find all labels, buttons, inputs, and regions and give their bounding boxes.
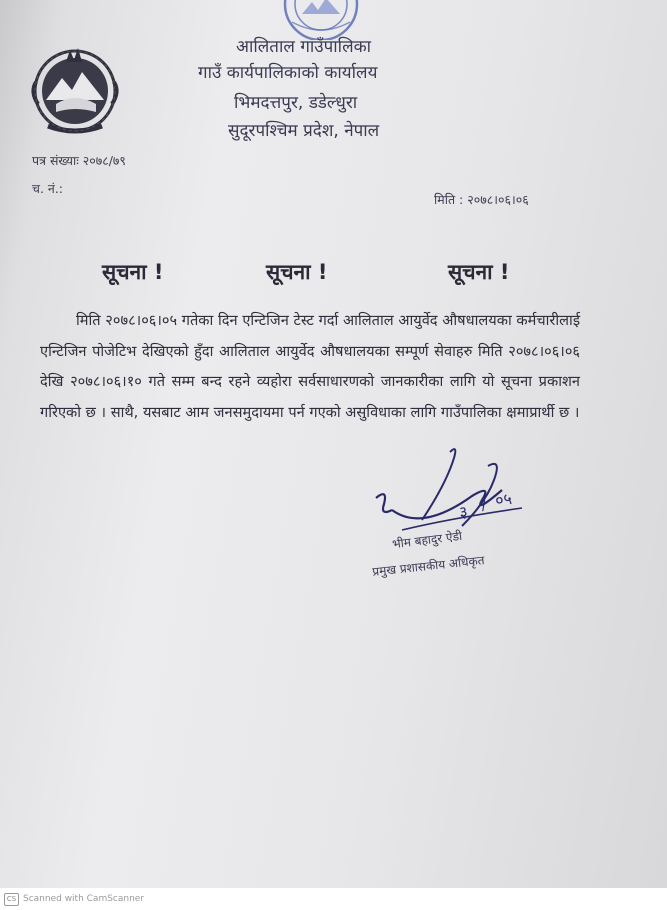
svg-text:/: /: [480, 497, 488, 514]
scanner-watermark-bar: [0, 888, 667, 910]
dispatch-number: च. नं.:: [32, 181, 64, 196]
notice-heading-3: सूचना !: [448, 260, 510, 284]
svg-text:०५: ०५: [493, 488, 514, 510]
svg-text:३: ३: [457, 501, 469, 522]
scanner-watermark-text: Scanned with CamScanner: [23, 894, 145, 904]
camscanner-icon: CS: [4, 893, 19, 906]
office-address: भिमदत्तपुर, डडेल्धुरा: [234, 93, 358, 113]
letter-number: पत्र संख्याः २०७८/७९: [32, 153, 126, 168]
signatory-name: भीम बहादुर ऐडी: [391, 528, 463, 552]
province-country: सुदूरपश्चिम प्रदेश, नेपाल: [228, 121, 380, 141]
signatory-title: प्रमुख प्रशासकीय अधिकृत: [371, 553, 486, 579]
government-emblem-logo: [26, 42, 124, 136]
notice-heading-2: सूचना !: [266, 260, 328, 284]
notice-body-text: मिति २०७८।०६।०५ गतेका दिन एन्टिजिन टेस्ट गर्दा आलिताल आयुर्वेद औषधालयका कर्मचारीलाई एन्टिजिन पोजेटिभ देखिएको हुँदा आलिताल आयुर्वेद औषधालयका सम्पूर्ण सेवाहरु मिति २०७८।०६।०६ देखि २०७८।०६।१० गते सम्म बन्द रहने व्यहोरा सर्वसाधारणको जानकारीका लागि यो सूचना प्रकाशन गरिएको छ । साथै, यसबाट आम जनसमुदायमा पर्न गएको असुविधाका लागि गाउँपालिका क्षमाप्रार्थी छ ।: [40, 312, 580, 421]
office-name: गाउँ कार्यपालिकाको कार्यालय: [198, 63, 378, 83]
notice-heading-1: सूचना !: [102, 260, 164, 284]
municipality-name: आलिताल गाउँपालिका: [236, 37, 372, 57]
letter-date: मिति : २०७८।०६।०६: [434, 192, 529, 207]
notice-body: [40, 306, 580, 428]
